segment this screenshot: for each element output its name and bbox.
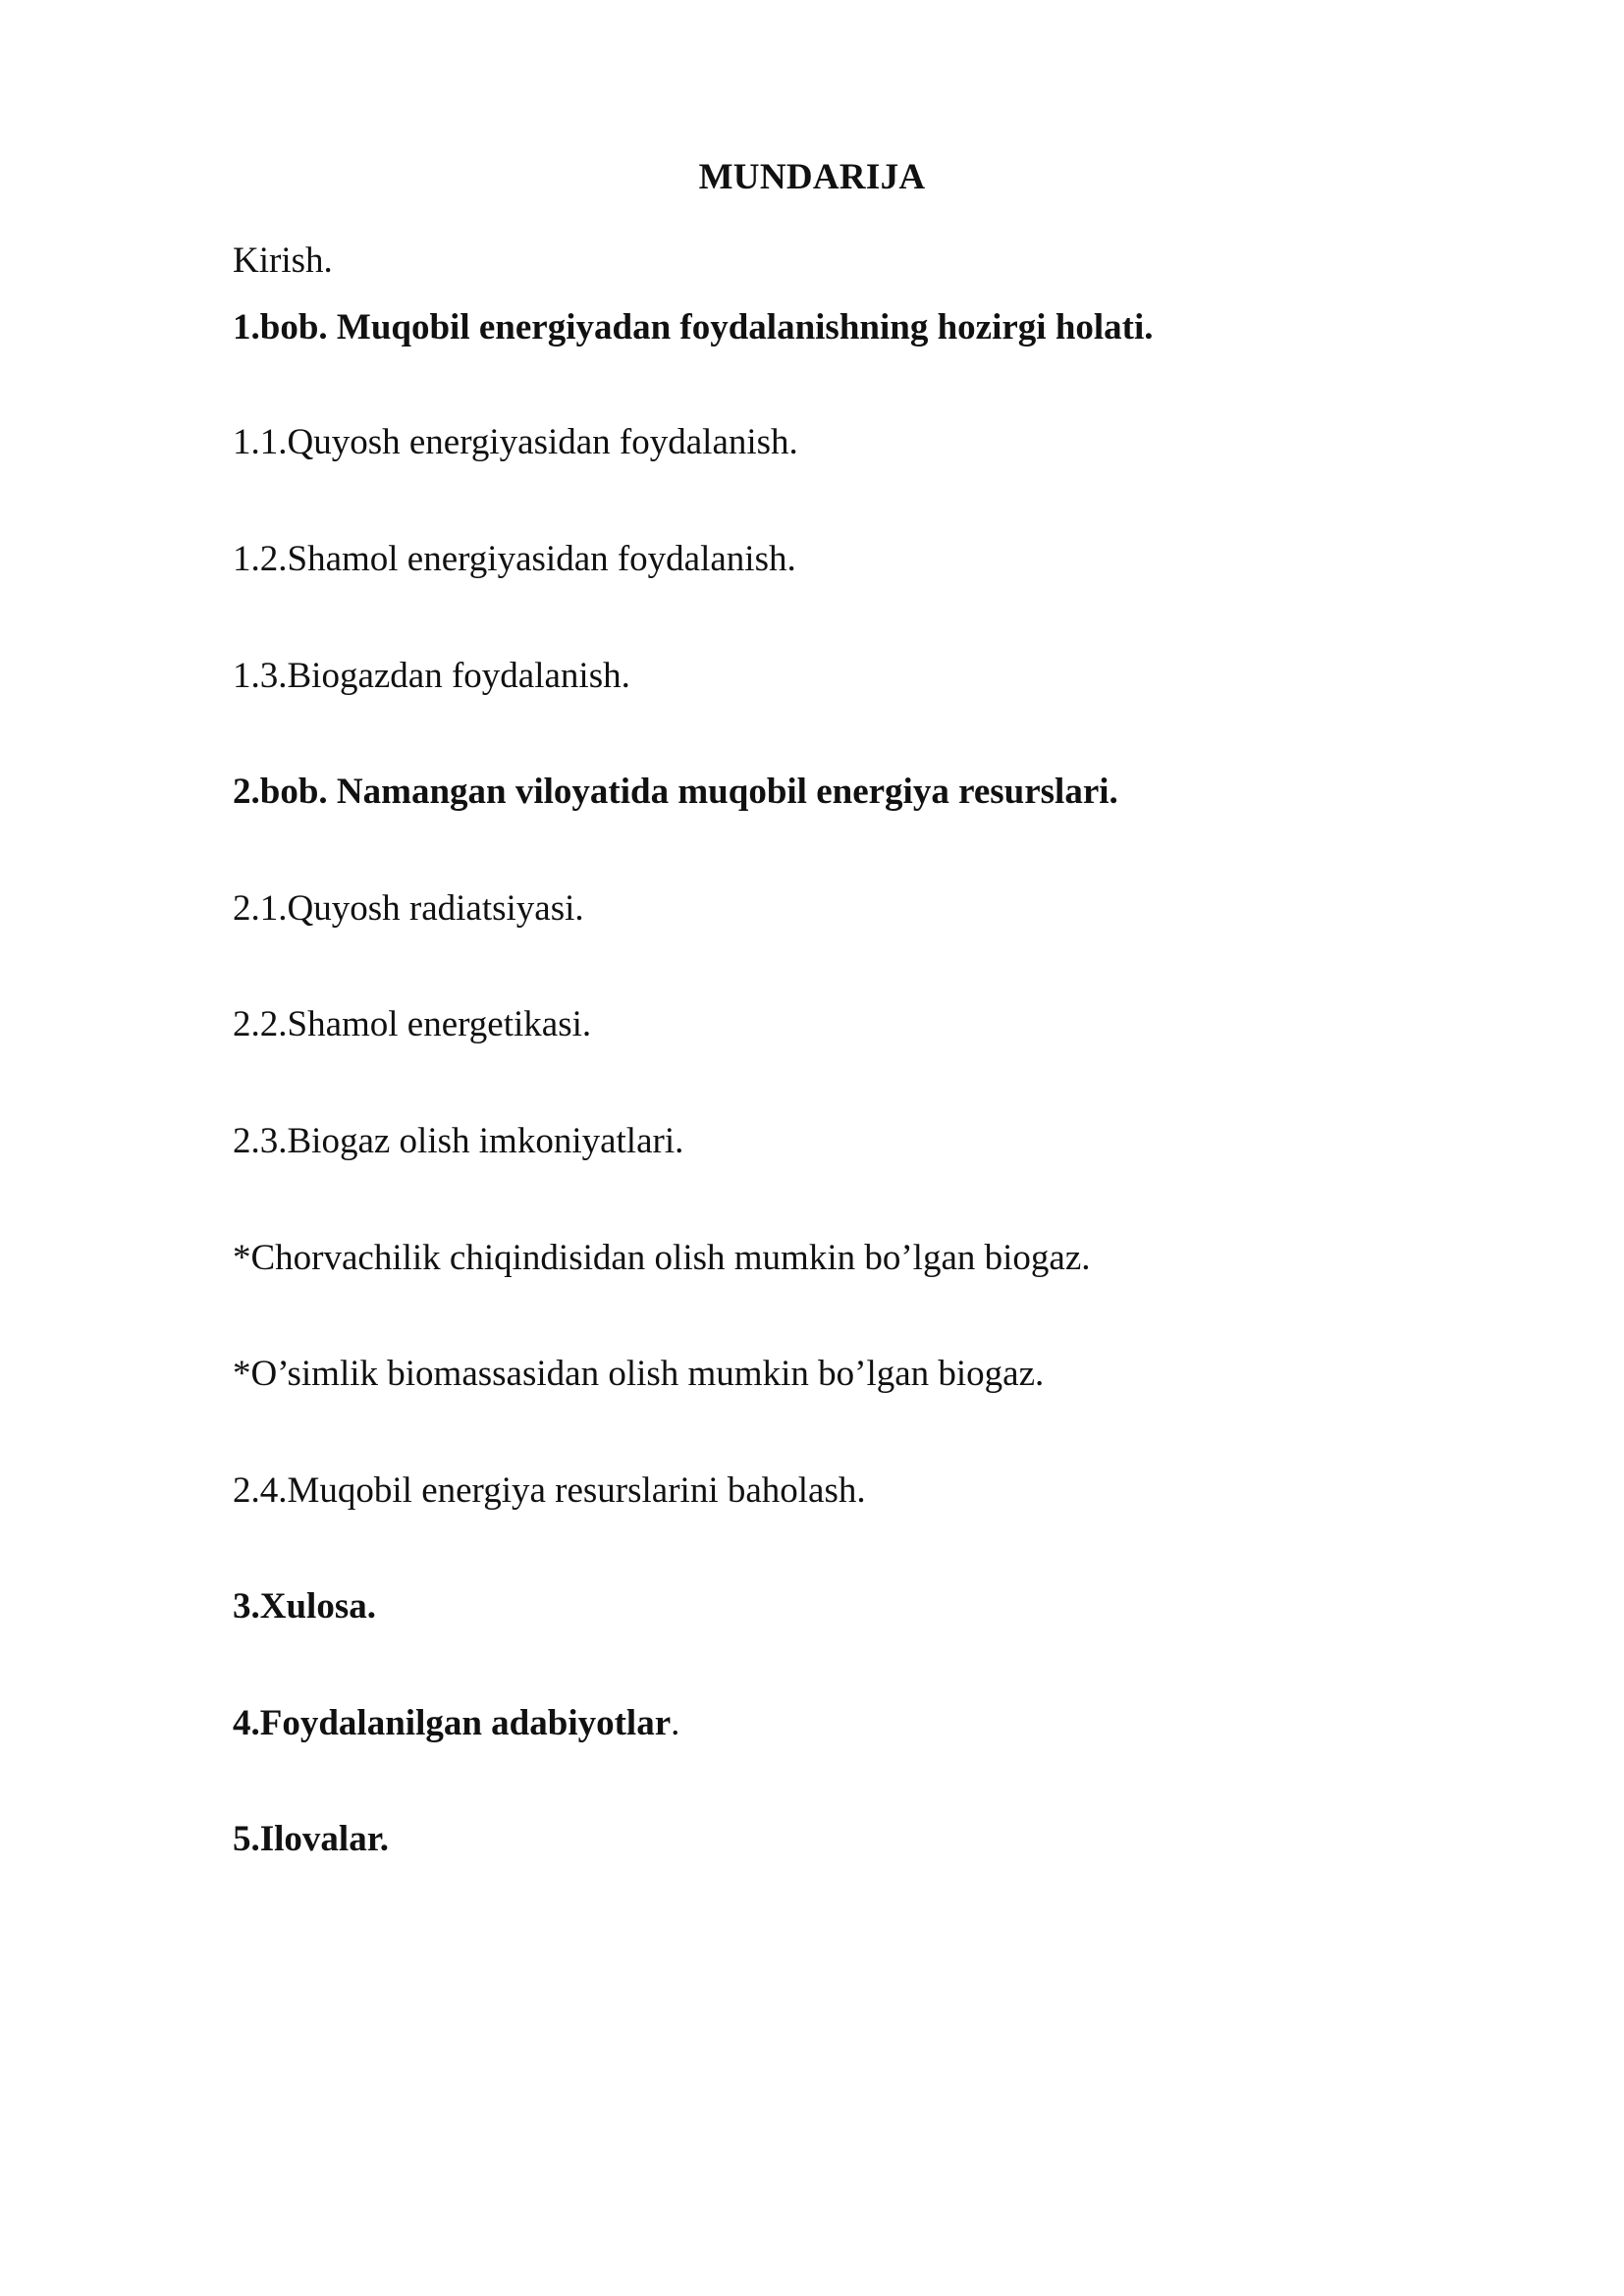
toc-entry-text: *Chorvachilik chiqindisidan olish mumkin bo’lgan biogaz. — [233, 1238, 1091, 1278]
toc-entry-plant-biogas — [233, 1352, 1044, 1397]
toc-entry-text: 2.2.Shamol energetikasi. — [233, 1004, 592, 1044]
toc-entry-1-2 — [233, 537, 796, 582]
toc-entry-text: *O’simlik biomassasidan olish mumkin bo’lgan biogaz. — [233, 1354, 1045, 1394]
toc-entry-suffix: . — [671, 1703, 680, 1743]
toc-entry-text: 2.1.Quyosh radiatsiyasi. — [233, 888, 584, 929]
toc-entry-2-2 — [233, 1002, 591, 1047]
toc-entry-conclusion — [233, 1584, 376, 1629]
toc-entry-2-3 — [233, 1119, 683, 1164]
toc-entry-2-4 — [233, 1468, 866, 1514]
toc-entry-2-1 — [233, 886, 584, 932]
toc-entry-text: 1.2.Shamol energiyasidan foydalanish. — [233, 539, 796, 579]
toc-entry-text: 4.Foydalanilgan adabiyotlar — [233, 1703, 672, 1743]
toc-entry-chapter-1 — [233, 305, 1154, 350]
toc-entry-text: 1.1.Quyosh energiyasidan foydalanish. — [233, 422, 798, 462]
toc-entry-text: Kirish. — [233, 240, 333, 281]
toc-entry-text: 2.bob. Namangan viloyatida muqobil energiya resurslari. — [233, 772, 1118, 812]
toc-entry-references — [233, 1701, 679, 1746]
toc-entry-livestock-biogas — [233, 1236, 1091, 1281]
toc-entry-1-3 — [233, 654, 630, 699]
toc-entry-chapter-2 — [233, 770, 1118, 815]
toc-entry-text: 2.4.Muqobil energiya resurslarini baholash. — [233, 1470, 866, 1511]
toc-entry-text: 1.3.Biogazdan foydalanish. — [233, 656, 630, 696]
toc-entry-text: 1.bob. Muqobil energiyadan foydalanishning hozirgi holati. — [233, 307, 1154, 347]
toc-entry-appendices — [233, 1817, 389, 1862]
toc-entry-text: 2.3.Biogaz olish imkoniyatlari. — [233, 1121, 684, 1161]
toc-title: MUNDARIJA — [698, 157, 926, 197]
toc-entry-text: 5.Ilovalar. — [233, 1819, 389, 1859]
toc-entry-text: 3.Xulosa. — [233, 1586, 376, 1627]
toc-entry-introduction — [233, 239, 333, 284]
toc-entry-1-1 — [233, 420, 798, 465]
